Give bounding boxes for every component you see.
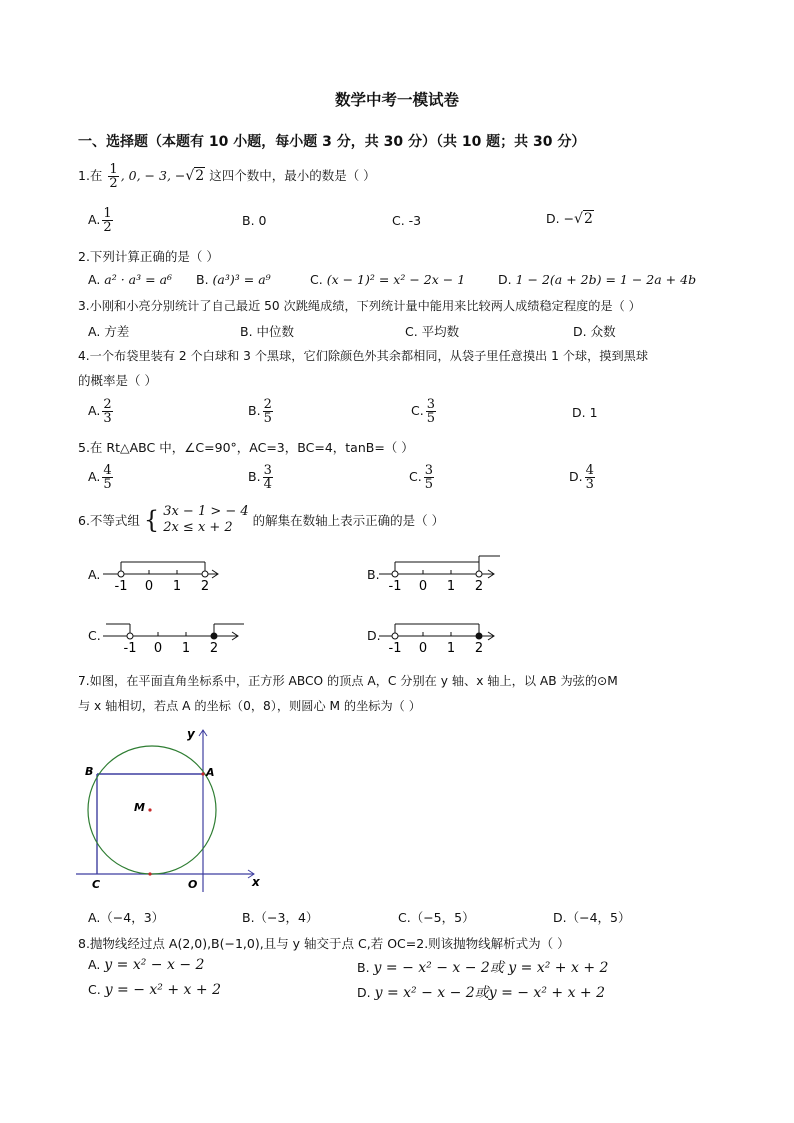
tick-label: -1 xyxy=(388,579,402,594)
q5-b-num: 3 xyxy=(263,463,272,478)
tick-label: 2 xyxy=(474,579,484,594)
tick-label: 1 xyxy=(446,641,456,656)
question-4-stem-line2: 的概率是（ ） xyxy=(78,373,157,388)
q2-option-d[interactable] xyxy=(498,272,696,287)
q7-point-b-label: B xyxy=(85,765,94,778)
q2-c-label: C. xyxy=(310,272,323,287)
question-1-stem xyxy=(78,163,376,190)
q4-b-den: 5 xyxy=(263,411,272,426)
q1-list: , 0, − 3, − xyxy=(120,168,186,183)
q5-c-frac xyxy=(424,464,434,491)
q5-b-frac xyxy=(263,464,273,491)
q4-a-label: A. xyxy=(88,403,101,418)
q1-sqrt-arg: 2 xyxy=(195,168,205,184)
q1-suffix: 这四个数中，最小的数是（ ） xyxy=(209,168,376,183)
q4-a-num: 2 xyxy=(103,397,112,412)
q1-d-sqrt-arg: 2 xyxy=(583,211,593,227)
q1-frac-den: 2 xyxy=(109,176,118,191)
q8-option-b[interactable] xyxy=(357,957,608,977)
question-5-stem: 5.在 Rt△ABC 中，∠C=90°，AC=3，BC=4，tanB=（ ） xyxy=(78,440,414,455)
q5-a-label: A. xyxy=(88,469,101,484)
q2-c-expr: (x − 1)² = x² − 2x − 1 xyxy=(326,272,466,287)
q6-option-a-label[interactable]: A. xyxy=(88,567,101,582)
q5-d-frac xyxy=(585,464,595,491)
q1-option-a[interactable] xyxy=(88,207,115,234)
q7-option-d[interactable]: D.（−4，5） xyxy=(553,910,631,925)
q5-a-frac xyxy=(102,464,112,491)
q4-option-d[interactable]: D. 1 xyxy=(572,405,598,420)
question-7-stem-line1: 7.如图，在平面直角坐标系中，正方形 ABCO 的顶点 A，C 分别在 y 轴、x 轴上，以 AB 为弦的⊙M xyxy=(78,674,618,688)
q1-sqrt: √2 xyxy=(185,168,205,184)
question-4-stem-line1: 4.一个布袋里装有 2 个白球和 3 个黑球，它们除颜色外其余都相同，从袋子里任意摸出 1 个球，摸到黑球 xyxy=(78,349,649,363)
q2-b-label: B. xyxy=(196,272,209,287)
q4-a-den: 3 xyxy=(103,411,112,426)
q6-suffix: 的解集在数轴上表示正确的是（ ） xyxy=(252,513,445,528)
q4-c-label: C. xyxy=(411,403,424,418)
q4-a-frac xyxy=(102,398,112,425)
q5-a-num: 4 xyxy=(103,463,112,478)
q7-option-a[interactable]: A.（−4，3） xyxy=(88,910,165,925)
q1-option-c[interactable]: C. -3 xyxy=(392,213,422,228)
q1-option-b[interactable]: B. 0 xyxy=(242,213,267,228)
q7-option-c[interactable]: C.（−5，5） xyxy=(398,910,475,925)
q5-c-num: 3 xyxy=(424,463,433,478)
q2-d-expr: 1 − 2(a + 2b) = 1 − 2a + 4b xyxy=(515,272,697,287)
tick-label: 0 xyxy=(418,641,428,656)
q2-a-label: A. xyxy=(88,272,101,287)
q5-b-den: 4 xyxy=(263,477,272,492)
q2-a-expr: a² · a³ = a⁶ xyxy=(104,272,173,287)
q6-prefix: 6.不等式组 xyxy=(78,513,140,528)
q2-option-a[interactable] xyxy=(88,272,172,287)
q5-c-label: C. xyxy=(409,469,422,484)
q8-option-c[interactable] xyxy=(88,982,221,998)
q5-d-num: 4 xyxy=(585,463,594,478)
q6-brace: { xyxy=(143,506,160,534)
tick-label: -1 xyxy=(388,641,402,656)
q6-numberline-a[interactable] xyxy=(98,552,228,594)
q3-option-d[interactable]: D. 众数 xyxy=(573,324,616,339)
q4-c-num: 3 xyxy=(426,397,435,412)
q5-option-d[interactable] xyxy=(569,464,597,491)
q1-option-d[interactable] xyxy=(546,211,594,227)
q5-d-den: 3 xyxy=(585,477,594,492)
q5-option-c[interactable] xyxy=(409,464,436,491)
q6-system xyxy=(163,504,248,536)
q5-a-den: 5 xyxy=(103,477,112,492)
q8-c-label: C. xyxy=(88,982,101,997)
question-3-stem: 3.小刚和小亮分别统计了自己最近 50 次跳绳成绩，下列统计量中能用来比较两人成绩稳定程度的是（ ） xyxy=(78,299,641,313)
q5-c-den: 5 xyxy=(424,477,433,492)
q8-b-label: B. xyxy=(357,960,370,975)
q1-option-a-frac xyxy=(102,207,112,234)
q1-fraction xyxy=(108,163,118,190)
q7-option-b[interactable]: B.（−3，4） xyxy=(242,910,319,925)
question-7-stem-line2: 与 x 轴相切，若点 A 的坐标（0，8），则圆心 M 的坐标为（ ） xyxy=(78,699,421,713)
tick-label: 1 xyxy=(446,579,456,594)
q2-option-c[interactable] xyxy=(310,272,465,287)
q8-d-label: D. xyxy=(357,985,371,1000)
q4-b-num: 2 xyxy=(263,397,272,412)
q2-b-expr: (a³)³ = a⁹ xyxy=(212,272,271,287)
section-heading: 一、选择题（本题有 10 小题，每小题 3 分，共 30 分）（共 10 题；共 30 分） xyxy=(78,134,586,150)
q4-c-frac xyxy=(426,398,436,425)
tick-label: -1 xyxy=(123,641,137,656)
q5-b-label: B. xyxy=(248,469,261,484)
q4-b-frac xyxy=(263,398,273,425)
q1-option-d-label: D. − xyxy=(546,211,575,226)
q7-point-a-label: A xyxy=(206,766,215,779)
q6-numberline-b[interactable] xyxy=(374,552,504,594)
tick-label: 0 xyxy=(418,579,428,594)
page-title: 数学中考一模试卷 xyxy=(334,91,459,109)
q7-x-label: x xyxy=(252,875,260,889)
q7-point-o-label: O xyxy=(188,878,198,891)
q7-point-m-label: M xyxy=(134,801,145,814)
q7-y-label: y xyxy=(187,727,195,741)
q8-option-a[interactable] xyxy=(88,957,204,973)
q8-a-expr: y = x² − x − 2 xyxy=(104,957,205,973)
q1-option-a-label: A. xyxy=(88,212,101,227)
q4-option-a[interactable] xyxy=(88,398,115,425)
q1-prefix: 1.在 xyxy=(78,168,103,183)
q3-option-c[interactable]: C. 平均数 xyxy=(405,324,460,339)
q8-a-label: A. xyxy=(88,957,101,972)
tick-label: -1 xyxy=(114,579,128,594)
q6-ineq2: 2x ≤ x + 2 xyxy=(163,520,233,535)
q6-ineq1: 3x − 1 > − 4 xyxy=(163,504,249,519)
q7-figure xyxy=(72,726,272,896)
q8-d-expr: y = x² − x − 2或y = − x² + x + 2 xyxy=(374,985,605,1001)
tick-label: 2 xyxy=(209,641,219,656)
q5-d-label: D. xyxy=(569,469,583,484)
q5-option-a[interactable] xyxy=(88,464,115,491)
q4-b-label: B. xyxy=(248,403,261,418)
q3-option-a[interactable]: A. 方差 xyxy=(88,324,130,339)
q6-option-d-label[interactable]: D. xyxy=(367,628,381,643)
tick-label: 0 xyxy=(153,641,163,656)
q8-b-expr: y = − x² − x − 2或 y = x² + x + 2 xyxy=(373,960,609,976)
q8-c-expr: y = − x² + x + 2 xyxy=(104,982,221,998)
question-6-stem xyxy=(78,504,444,536)
q6-option-c-label[interactable]: C. xyxy=(88,628,101,643)
tick-label: 1 xyxy=(181,641,191,656)
q1-a-den: 2 xyxy=(103,220,112,235)
q5-option-b[interactable] xyxy=(248,464,275,491)
q1-d-sqrt: √2 xyxy=(574,211,593,227)
tick-label: 2 xyxy=(474,641,484,656)
q8-option-d[interactable] xyxy=(357,982,605,1002)
q6-option-b-label[interactable]: B. xyxy=(367,567,380,582)
q2-option-b[interactable] xyxy=(196,272,271,287)
q6-numberline-c[interactable] xyxy=(98,614,248,656)
q1-a-num: 1 xyxy=(103,206,112,221)
tick-label: 2 xyxy=(200,579,210,594)
q4-c-den: 5 xyxy=(426,411,435,426)
q2-d-label: D. xyxy=(498,272,512,287)
tick-label: 1 xyxy=(172,579,182,594)
question-2-stem: 2.下列计算正确的是（ ） xyxy=(78,249,219,264)
q3-option-b[interactable]: B. 中位数 xyxy=(240,324,295,339)
tick-label: 0 xyxy=(144,579,154,594)
q7-point-c-label: C xyxy=(92,878,101,891)
q4-option-b[interactable] xyxy=(248,398,275,425)
q4-option-c[interactable] xyxy=(411,398,438,425)
q1-frac-num: 1 xyxy=(109,162,118,177)
q6-numberline-d[interactable] xyxy=(374,614,504,656)
question-8-stem: 8.抛物线经过点 A(2,0),B(−1,0),且与 y 轴交于点 C,若 OC=2.则该抛物线解析式为（ ） xyxy=(78,936,570,951)
